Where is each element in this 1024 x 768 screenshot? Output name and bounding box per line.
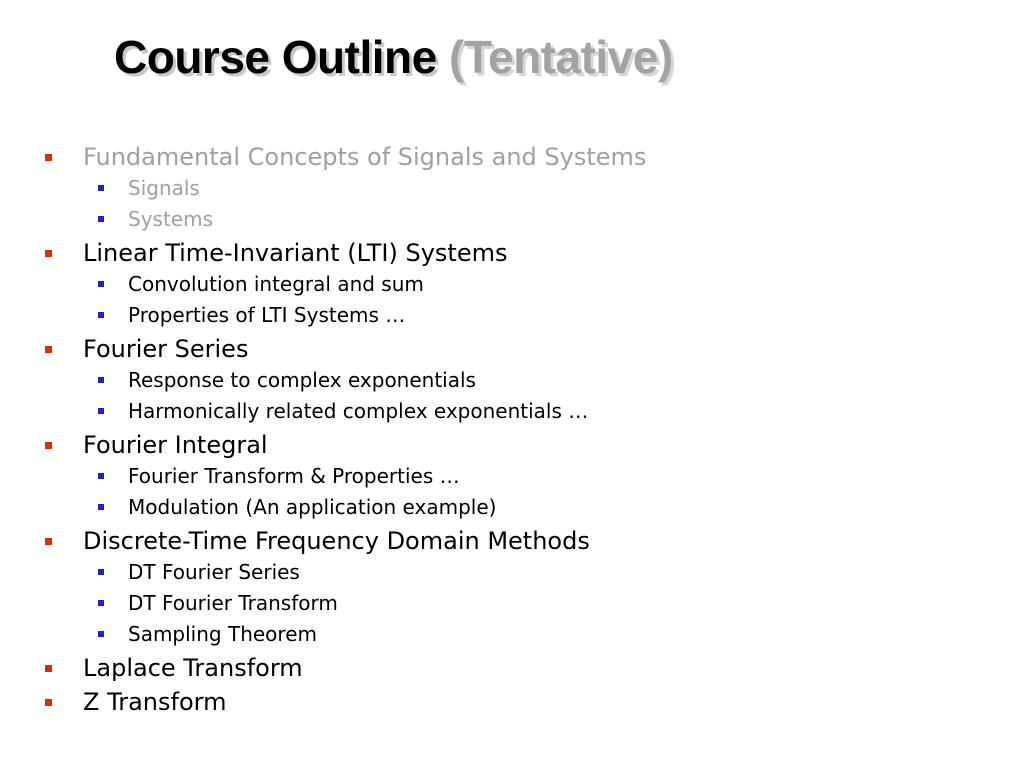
outline-item	[0, 686, 1024, 718]
outline-subitem	[0, 173, 1024, 204]
outline-subitem	[0, 492, 1024, 523]
square-bullet-icon	[98, 281, 104, 287]
outline-item-label: Z Transform	[83, 688, 227, 716]
square-bullet-icon	[98, 216, 104, 222]
outline-item	[0, 141, 1024, 173]
square-bullet-icon	[98, 377, 104, 383]
outline-item	[0, 525, 1024, 557]
outline-subitem-label: Systems	[128, 207, 213, 231]
outline-item-label: Fourier Series	[83, 335, 249, 363]
square-bullet-icon	[98, 473, 104, 479]
outline-subitem	[0, 396, 1024, 427]
outline-subitem	[0, 588, 1024, 619]
outline-item-label: Discrete-Time Frequency Domain Methods	[83, 527, 590, 555]
outline-subitem	[0, 619, 1024, 650]
outline-subitem-label: DT Fourier Transform	[128, 591, 338, 615]
outline-subitem-label: Signals	[128, 176, 200, 200]
square-bullet-icon	[45, 154, 52, 161]
square-bullet-icon	[45, 699, 52, 706]
outline-item-label: Fourier Integral	[83, 431, 268, 459]
outline-item-label: Linear Time-Invariant (LTI) Systems	[83, 239, 508, 267]
square-bullet-icon	[45, 250, 52, 257]
square-bullet-icon	[98, 631, 104, 637]
square-bullet-icon	[98, 185, 104, 191]
outline-subitem-label: Convolution integral and sum	[128, 272, 424, 296]
outline-subitem	[0, 269, 1024, 300]
square-bullet-icon	[98, 312, 104, 318]
outline-subitem-label: Sampling Theorem	[128, 622, 317, 646]
outline-item	[0, 652, 1024, 684]
outline-item	[0, 429, 1024, 461]
outline-list	[0, 141, 1024, 718]
outline-subitem-label: Harmonically related complex exponentials …	[128, 399, 589, 423]
square-bullet-icon	[45, 346, 52, 353]
outline-subitem-label: DT Fourier Series	[128, 560, 300, 584]
square-bullet-icon	[98, 569, 104, 575]
outline-item-label: Laplace Transform	[83, 654, 303, 682]
outline-subitem-label: Modulation (An application example)	[128, 495, 497, 519]
outline-subitem	[0, 461, 1024, 492]
outline-item	[0, 333, 1024, 365]
outline-item-label: Fundamental Concepts of Signals and Systems	[83, 143, 647, 171]
outline-subitem	[0, 365, 1024, 396]
slide-title	[114, 22, 673, 92]
outline-subitem	[0, 300, 1024, 331]
outline-item	[0, 237, 1024, 269]
square-bullet-icon	[45, 442, 52, 449]
square-bullet-icon	[98, 504, 104, 510]
outline-subitem-label: Properties of LTI Systems …	[128, 303, 406, 327]
square-bullet-icon	[45, 665, 52, 672]
outline-subitem-label: Fourier Transform & Properties …	[128, 464, 460, 488]
outline-subitem	[0, 204, 1024, 235]
title-main: Course Outline	[114, 31, 437, 83]
square-bullet-icon	[98, 600, 104, 606]
square-bullet-icon	[98, 408, 104, 414]
title-tentative: (Tentative)	[449, 31, 673, 83]
square-bullet-icon	[45, 538, 52, 545]
outline-subitem	[0, 557, 1024, 588]
outline-subitem-label: Response to complex exponentials	[128, 368, 476, 392]
